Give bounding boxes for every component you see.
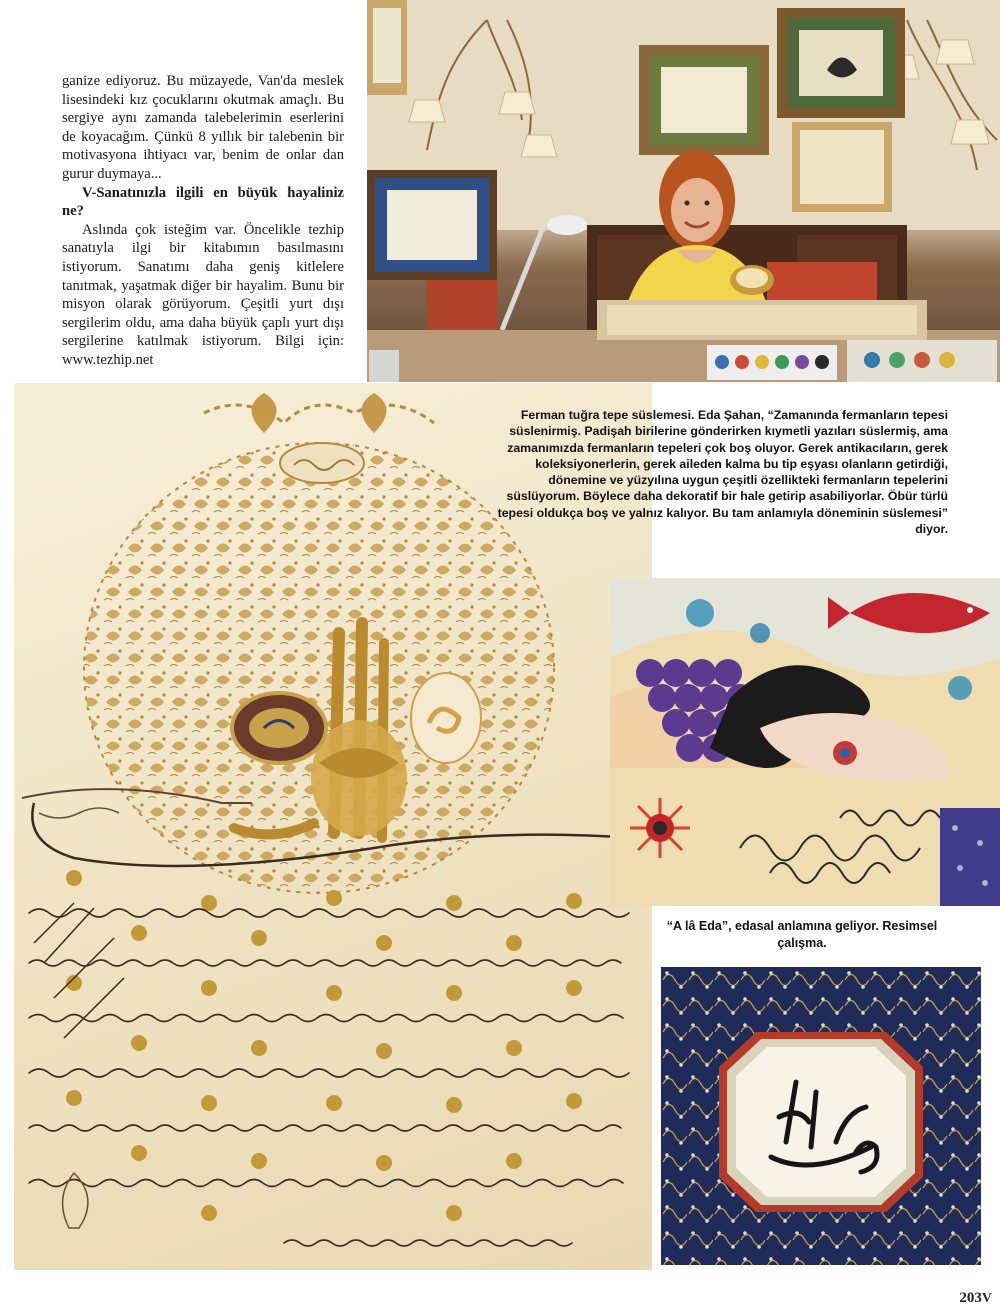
illuminated-calligraphy-panel bbox=[661, 967, 981, 1265]
a-la-eda-painting bbox=[610, 578, 1000, 906]
magazine-logo: V bbox=[981, 1291, 992, 1306]
artist-studio-photo bbox=[367, 0, 1000, 382]
article-text bbox=[62, 72, 344, 370]
interview-answer: Aslında çok isteğim var. Öncelikle tezhip sanatıyla ilgi bir kitabımın basılmasını istiyorum. Sanatımı daha geniş kitlelere tanıtmak, yaşatmak diğer bir hayalim. Bunu bir misyon olarak görüyorum. Çeşitli yurt dışı sergilerim oldu, ama daha büyük çaplı yurt dışı sergilerine katılmak istiyorum. Bilgi için: www.tezhip.net bbox=[62, 221, 344, 368]
page-number-value: 203 bbox=[959, 1290, 982, 1306]
ferman-caption: Ferman tuğra tepe süslemesi. Eda Şahan, “Zamanında fermanların tepesi süslenirmiş. Padişah birilerine gönderirken kıymetli yazıları süslermiş, ama zamanımızda fermanların tepeleri çok boş oluyor. Gerek antikacıların, gerek koleksiyonerlerin, gerek aileden kalma bu tip eşyası olanların getirdiği, dönemine ve yüzyılına uygun çeşitli özellikteki fermanların tepelerini süslüyorum. Böylece daha dekoratif bir hale getirip asabiliyorlar. Öbür türlü tepesi oldukça boş ve yalnız kalıyor. Bu tam anlamıyla döneminin süslemesi” diyor. bbox=[497, 408, 948, 537]
article-paragraph: ganize ediyoruz. Bu müzayede, Van'da meslek lisesindeki kız çocuklarını okutmak amaçlı. Bu sergiye aynı zamanda talebelerimin eserlerini de koyacağım. Çünkü 8 yıllık bir talebenin bir motivasyona ihtiyacı var, benim de onlar dan gurur duymaya... bbox=[62, 73, 344, 182]
interview-question: V-Sanatınızla ilgili en büyük hayaliniz ne? bbox=[62, 184, 344, 220]
painting-caption: “A lâ Eda”, edasal anlamına geliyor. Resimsel çalışma. bbox=[666, 919, 938, 950]
page-number bbox=[959, 1290, 992, 1307]
